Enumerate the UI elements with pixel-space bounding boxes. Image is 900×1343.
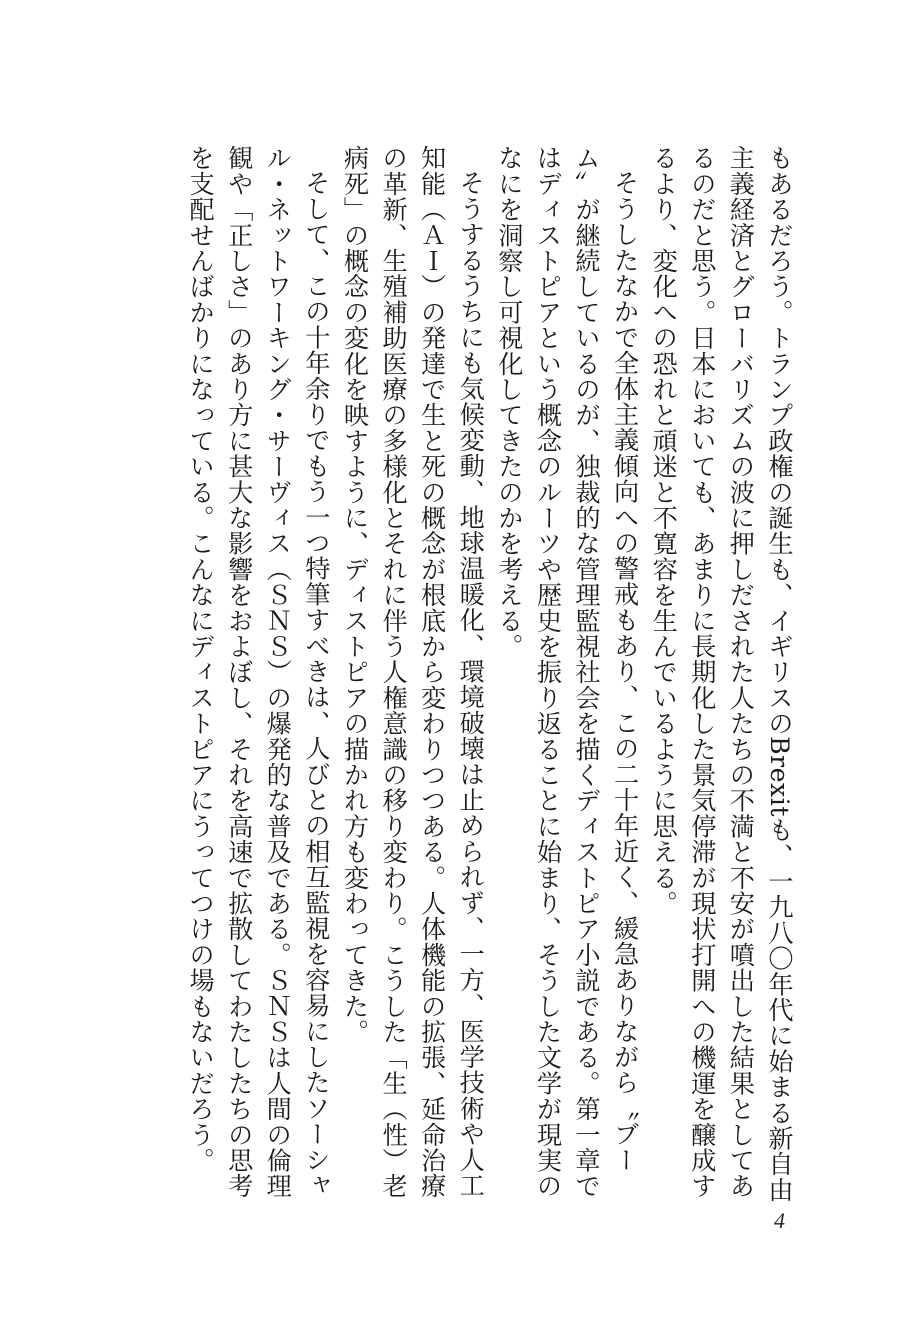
paragraph-2: そうしたなかで全体主義傾向への警戒もあり、この二十年近く、緩急ありながら〝ブーム〟が継続しているのが、独裁的な管理監視社会を描くディストピア小説である。第一章ではディストピアという概念のルーツや歴史を振り返ることに始まり、そうした文学が現実のなにを洞察し可視化してきたのかを考える。 (494, 145, 640, 1199)
paragraph-4: そして、この十年余りでもう一つ特筆すべきは、人びとの相互監視を容易にしたソーシャル・ネットワーキング・サーヴィス（ＳＮＳ）の爆発的な普及である。ＳＮＳは人間の倫理観や「正しさ」のあり方に甚大な影響をおよぼし、それを高速で拡散してわたしたちの思考を支配せんばかりになっている。こんなにディストピアにうってつけの場もないだろう。 (186, 145, 331, 1199)
paragraph-3: そうするうちにも気候変動、地球温暖化、環境破壊は止められず、一方、医学技術や人工知能（ＡＩ）の発達で生と死の概念が根底から変わりつつある。人体機能の拡張、延命治療の革新、生殖補助医療の多様化とそれに伴う人権意識の移り変わり。こうした「生（性）老病死」の概念の変化を映すように、ディストピアの描かれ方も変わってきた。 (340, 145, 486, 1199)
page-number: 4 (774, 1208, 785, 1233)
paragraph-1: もあるだろう。トランプ政権の誕生も、イギリスのBrexitも、一九八〇年代に始まる新自由主義経済とグローバリズムの波に押しだされた人たちの不満と不安が噴出した結果としてあるのだと思う。日本においても、あまりに長期化した景気停滞が現状打開への機運を醸成するより、変化への恐れと頑迷と不寛容を生んでいるように思える。 (649, 145, 794, 1203)
vertical-text-body (181, 145, 799, 1205)
